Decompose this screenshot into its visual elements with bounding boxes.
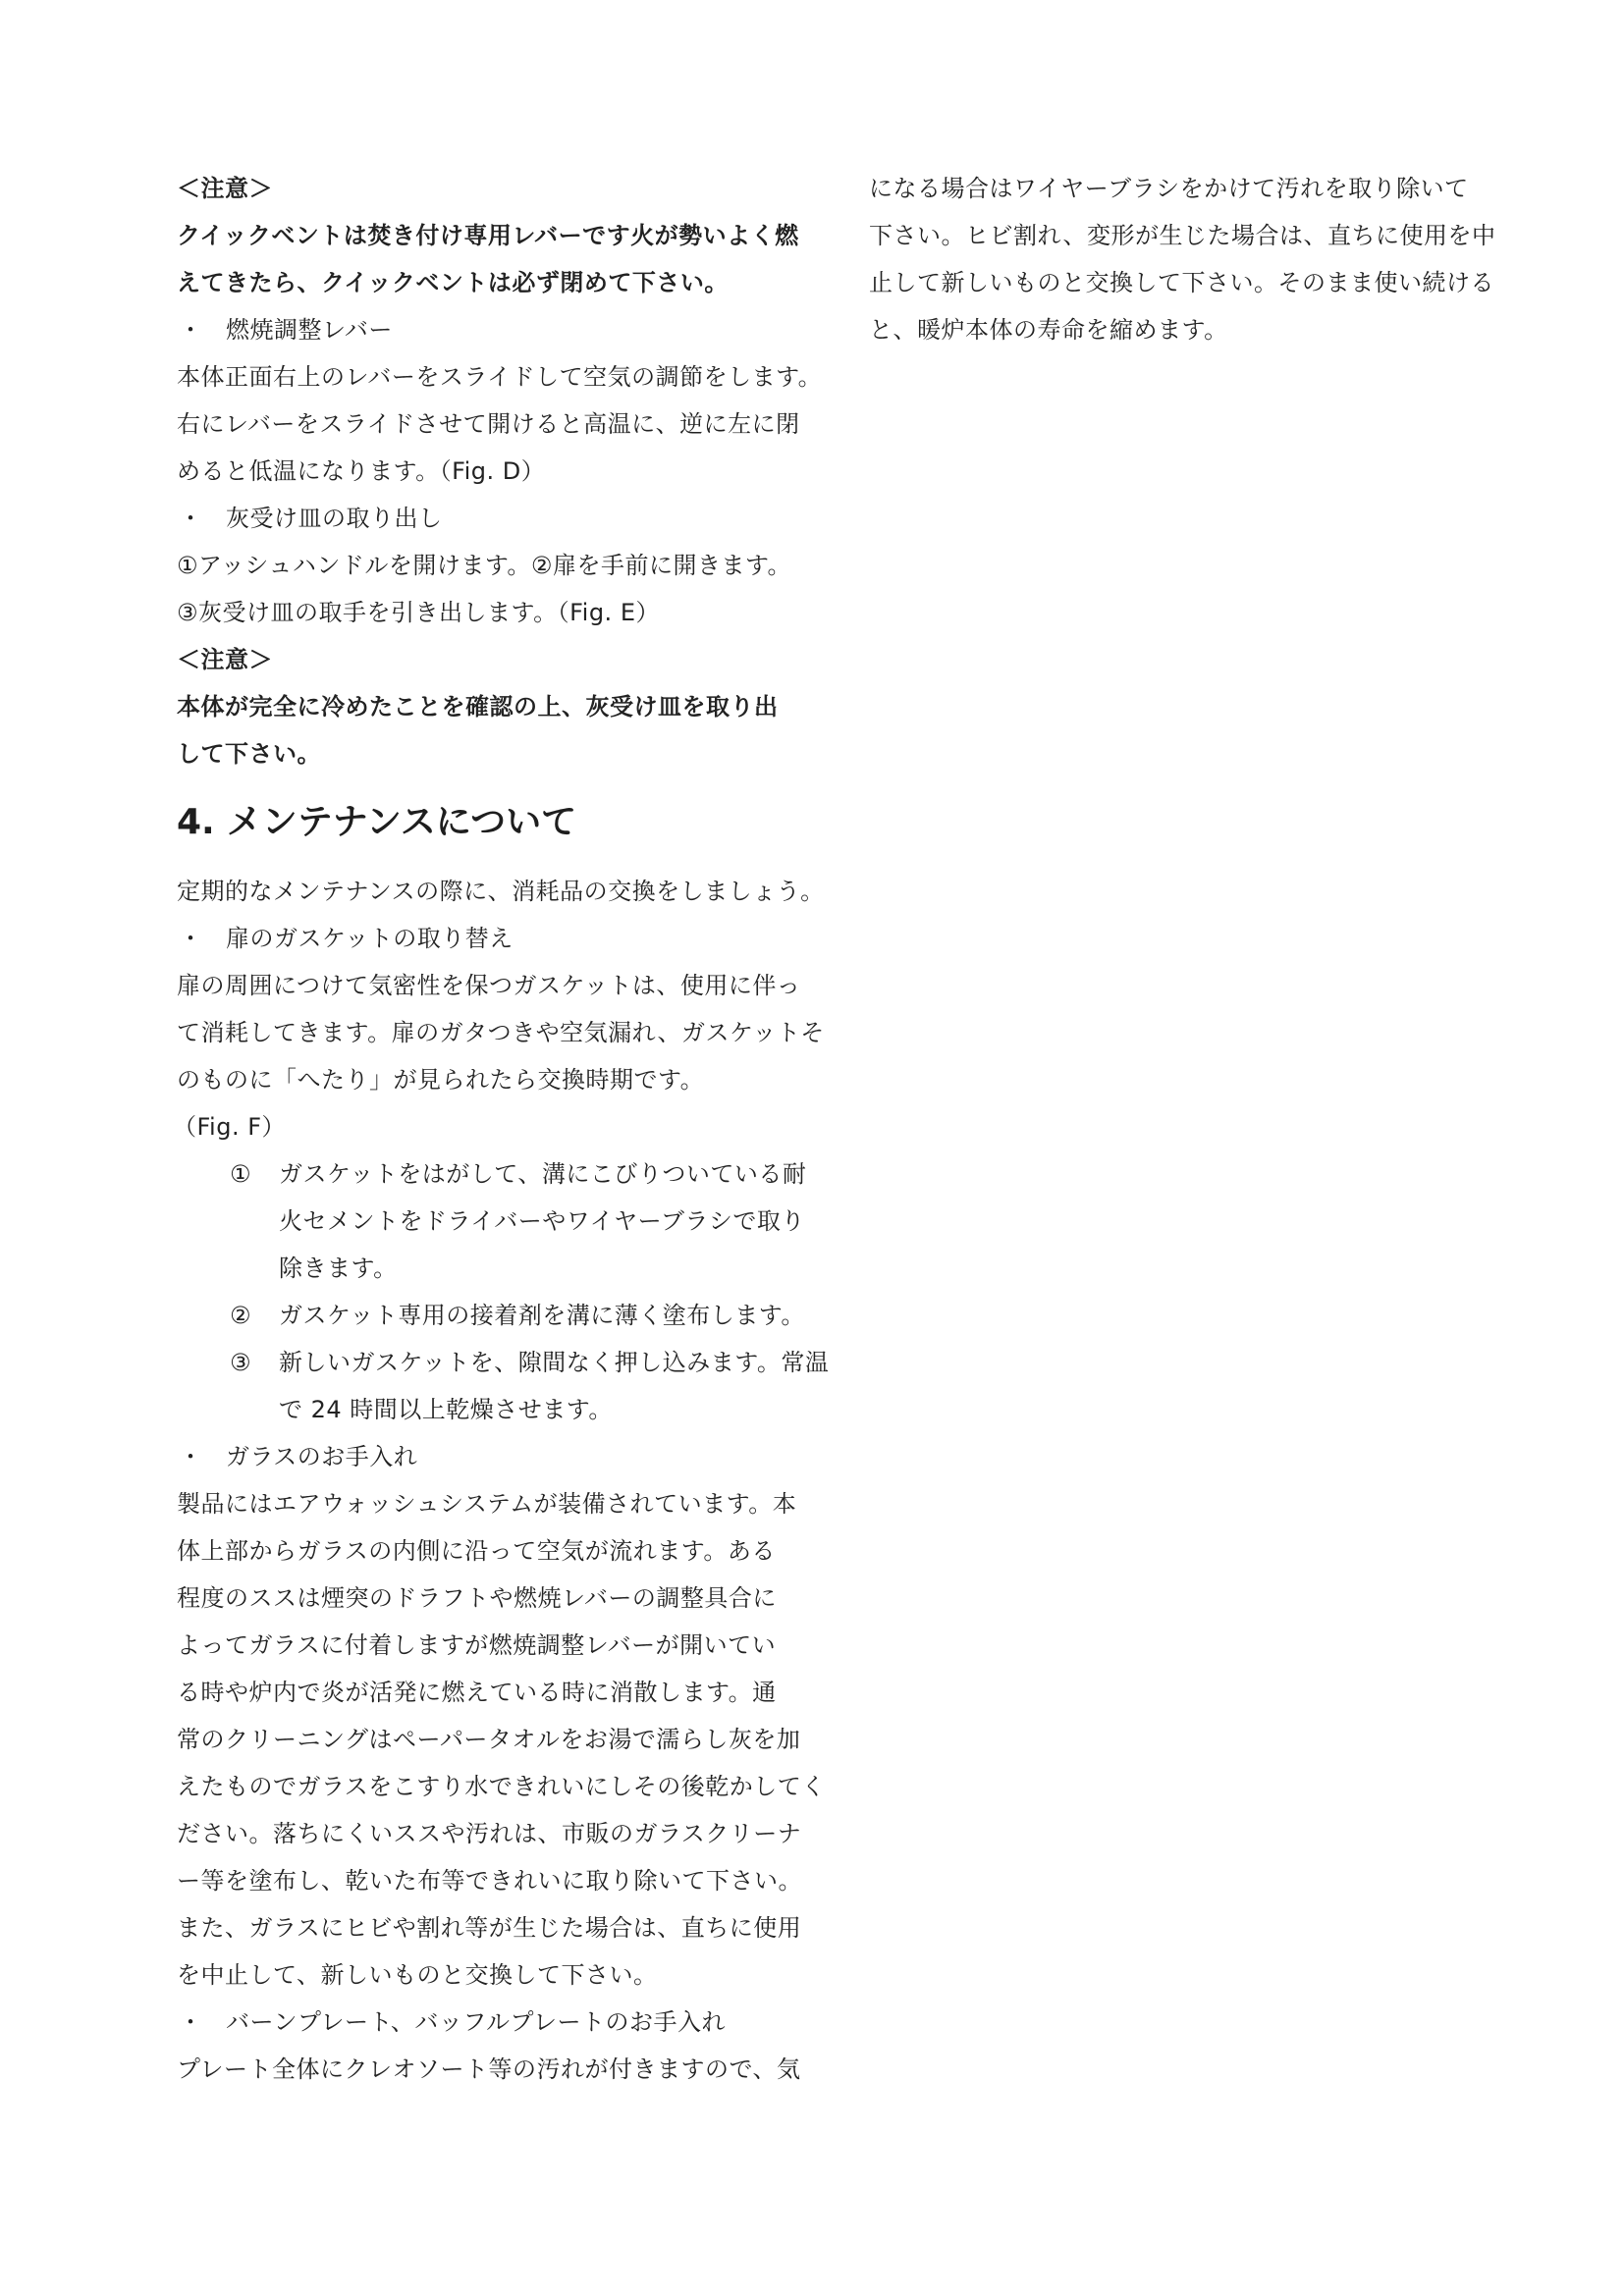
paragraph-line: ①アッシュハンドルを開けます。②扉を手前に開きます。 [177, 552, 792, 579]
paragraph-line: ー等を塗布し、乾いた布等できれいに取り除いて下さい。 [177, 1867, 802, 1895]
bullet-marker: ・ [179, 505, 203, 532]
paragraph-line: 程度のススは煙突のドラフトや燃焼レバーの調整具合に [177, 1584, 777, 1612]
step-text: ガスケットをはがして、溝にこびりついている耐 [279, 1160, 807, 1188]
step-number: ① [230, 1160, 252, 1188]
paragraph-line: て消耗してきます。扉のガタつきや空気漏れ、ガスケットそ [177, 1019, 825, 1046]
section-heading [177, 799, 825, 846]
bullet-label: 灰受け皿の取り出し [226, 505, 443, 532]
bullet-item-glass [177, 1433, 825, 1480]
bullet-item-combustion-lever [177, 306, 825, 353]
right-column [869, 165, 1517, 353]
bullet-label: ガラスのお手入れ [226, 1443, 418, 1470]
step-text: 新しいガスケットを、隙間なく押し込みます。常温 [279, 1349, 830, 1376]
paragraph-line: 右にレバーをスライドさせて開けると高温に、逆に左に閉 [177, 410, 800, 438]
paragraph-line: えたものでガラスをこすり水できれいにしその後乾かしてく [177, 1773, 826, 1800]
caution-heading: ＜注意＞ [177, 175, 273, 202]
paragraph-line: 下さい。ヒビ割れ、変形が生じた場合は、直ちに使用を中 [869, 222, 1496, 249]
paragraph-line: と、暖炉本体の寿命を縮めます。 [869, 316, 1228, 344]
paragraph-line: 体上部からガラスの内側に沿って空気が流れます。ある [177, 1537, 776, 1565]
caution-text: して下さい。 [177, 740, 321, 768]
bullet-label: 燃焼調整レバー [226, 316, 393, 344]
left-column [173, 165, 830, 2093]
step-number: ③ [230, 1349, 252, 1376]
bullet-item-plates [177, 1999, 825, 2046]
bullet-label: 扉のガスケットの取り替え [226, 925, 514, 952]
paragraph-line: 扉の周囲につけて気密性を保つガスケットは、使用に伴っ [177, 972, 801, 999]
caution-text: 本体が完全に冷めたことを確認の上、灰受け皿を取り出 [177, 693, 779, 721]
bullet-item-gasket [177, 915, 825, 962]
paragraph-line: のものに「へたり」が見られたら交換時期です。 [177, 1066, 705, 1094]
step-text: ガスケット専用の接着剤を溝に薄く塗布します。 [279, 1302, 805, 1329]
numbered-step [177, 1339, 830, 1386]
paragraph-line: 止して新しいものと交換して下さい。そのまま使い続ける [869, 269, 1494, 296]
paragraph-line: また、ガラスにヒビや割れ等が生じた場合は、直ちに使用 [177, 1914, 802, 1942]
bullet-marker: ・ [179, 1443, 203, 1470]
paragraph-line: になる場合はワイヤーブラシをかけて汚れを取り除いて [869, 175, 1469, 202]
paragraph-line: 製品にはエアウォッシュシステムが装備されています。本 [177, 1490, 797, 1518]
paragraph-line: よってガラスに付着しますが燃焼調整レバーが開いてい [177, 1631, 777, 1659]
paragraph-line: 定期的なメンテナンスの際に、消耗品の交換をしましょう。 [177, 878, 825, 905]
caution-heading: ＜注意＞ [177, 646, 273, 673]
bullet-marker: ・ [179, 925, 203, 952]
bullet-marker: ・ [179, 2008, 203, 2036]
step-text: 火セメントをドライバーやワイヤーブラシで取り [279, 1207, 805, 1235]
caution-text: えてきたら、クイックベントは必ず閉めて下さい。 [177, 269, 729, 296]
section-number: 4. [177, 802, 215, 842]
section-title: メンテナンスについて [226, 802, 577, 842]
paragraph-line: 常のクリーニングはペーパータオルをお湯で濡らし灰を加 [177, 1726, 801, 1753]
paragraph-line: 本体正面右上のレバーをスライドして空気の調節をします。 [177, 363, 823, 391]
numbered-step [177, 1150, 825, 1198]
bullet-marker: ・ [179, 316, 203, 344]
paragraph-line: を中止して、新しいものと交換して下さい。 [177, 1961, 658, 1989]
paragraph-line: る時や炉内で炎が活発に燃えている時に消散します。通 [177, 1679, 777, 1706]
step-text: で 24 時間以上乾燥させます。 [279, 1396, 613, 1423]
numbered-step [177, 1292, 825, 1339]
caution-text: クイックベントは焚き付け専用レバーです火が勢いよく燃 [177, 222, 799, 249]
bullet-item-ash-pan [177, 495, 825, 542]
step-text: 除きます。 [279, 1255, 398, 1282]
bullet-label: バーンプレート、バッフルプレートのお手入れ [226, 2008, 726, 2036]
paragraph-line: プレート全体にクレオソート等の汚れが付きますので、気 [177, 2056, 801, 2083]
paragraph-line: ださい。落ちにくいススや汚れは、市販のガラスクリーナ [177, 1820, 802, 1847]
paragraph-line: めると低温になります。（Fig. D） [177, 457, 546, 485]
paragraph-line: ③灰受け皿の取手を引き出します。（Fig. E） [177, 599, 660, 626]
step-number: ② [230, 1302, 252, 1329]
figure-reference: （Fig. F） [173, 1113, 287, 1141]
